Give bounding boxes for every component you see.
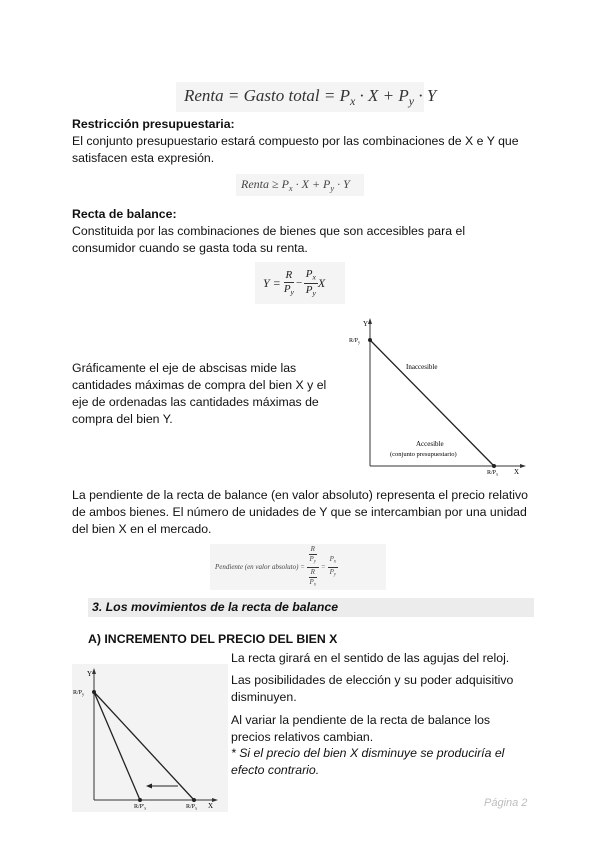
chart2-x-label: X bbox=[208, 802, 214, 810]
chart1-y-arrow bbox=[368, 318, 372, 324]
chart2-y-intercept: $R/P_y$ bbox=[73, 690, 85, 697]
chart2-background bbox=[72, 664, 228, 812]
chart1-y-point bbox=[368, 338, 372, 342]
sectionA-p2: Las posibilidades de elección y su poder adquisitivo disminuyen. bbox=[231, 673, 514, 704]
chart2-y-label: Y bbox=[87, 670, 93, 678]
chart2-y-point bbox=[92, 690, 96, 694]
page-number: Página 2 bbox=[484, 797, 528, 809]
sectionA-p4: * Si el precio del bien X disminuye se produciría el efecto contrario. bbox=[231, 746, 505, 777]
sectionA-p1: La recta girará en el sentido de las agujas del reloj. bbox=[231, 651, 510, 665]
chart1-label-conjunto: (conjunto presupuestario) bbox=[390, 451, 457, 458]
recta-heading: Recta de balance: bbox=[72, 207, 177, 221]
recta-text: Constituida por las combinaciones de bienes que son accesibles para el consumidor cuando se gasta toda su renta. bbox=[72, 224, 466, 255]
chart1-x-point bbox=[492, 464, 496, 468]
chart1-x-label: X bbox=[514, 468, 520, 476]
grafico-text: Gráficamente el eje de abscisas mide las cantidades máximas de compra del bien X y el eje de ordenadas las cantidades máximas de compra del bien Y. bbox=[72, 361, 327, 426]
restriccion-heading: Restricción presupuestaria: bbox=[72, 117, 235, 131]
section3-heading: 3. Los movimientos de la recta de balance bbox=[92, 600, 339, 614]
pendiente-text: La pendiente de la recta de balance (en valor absoluto) representa el precio relativo de ambos bienes. El número de unidades de Y que se intercambian por una unidad del bien X en el mercado. bbox=[72, 488, 528, 536]
sectionA-p3: Al variar la pendiente de la recta de balance los precios relativos cambian. bbox=[231, 713, 491, 744]
equation-recta-text: Y = $\frac{R}{P_y}$ − $\frac{P_x}{P_y}$ X bbox=[263, 268, 326, 298]
equation-ineq-text: Renta ≥ $P_x \cdot X + P_y \cdot Y$ bbox=[241, 177, 350, 193]
chart1-y-intercept: $R/P_y$ bbox=[349, 338, 361, 345]
chart1-x-arrow bbox=[520, 464, 526, 468]
chart1-label-inaccesible: Inaccesible bbox=[406, 363, 438, 371]
chart-budget-line bbox=[348, 314, 534, 476]
equation-renta-text: Renta = Gasto total = $P_x \cdot X + P_y \cdot Y$ bbox=[184, 86, 437, 109]
chart2-x-new-point bbox=[138, 798, 142, 802]
chart1-label-accesible: Accesible bbox=[416, 440, 444, 448]
equation-pendiente-text: Pendiente (en valor absoluto) = $\frac{\frac{R}{P_y}}{\frac{R}{P_x}}$ = $\frac{P_x}{P_y}$ bbox=[215, 544, 337, 588]
sectionA-heading: A) INCREMENTO DEL PRECIO DEL BIEN X bbox=[88, 632, 338, 646]
chart1-y-label: Y bbox=[363, 320, 369, 328]
chart2-x-new: $R/P'_x$ bbox=[134, 804, 147, 811]
restriccion-text: El conjunto presupuestario estará compuesto por las combinaciones de X e Y que satisfacen esta expresión. bbox=[72, 134, 519, 165]
chart-price-increase bbox=[72, 664, 228, 812]
chart1-x-intercept: $R/P_x$ bbox=[487, 470, 499, 476]
chart2-x-old-point bbox=[192, 798, 196, 802]
chart2-x-old: $R/P_x$ bbox=[186, 804, 198, 811]
